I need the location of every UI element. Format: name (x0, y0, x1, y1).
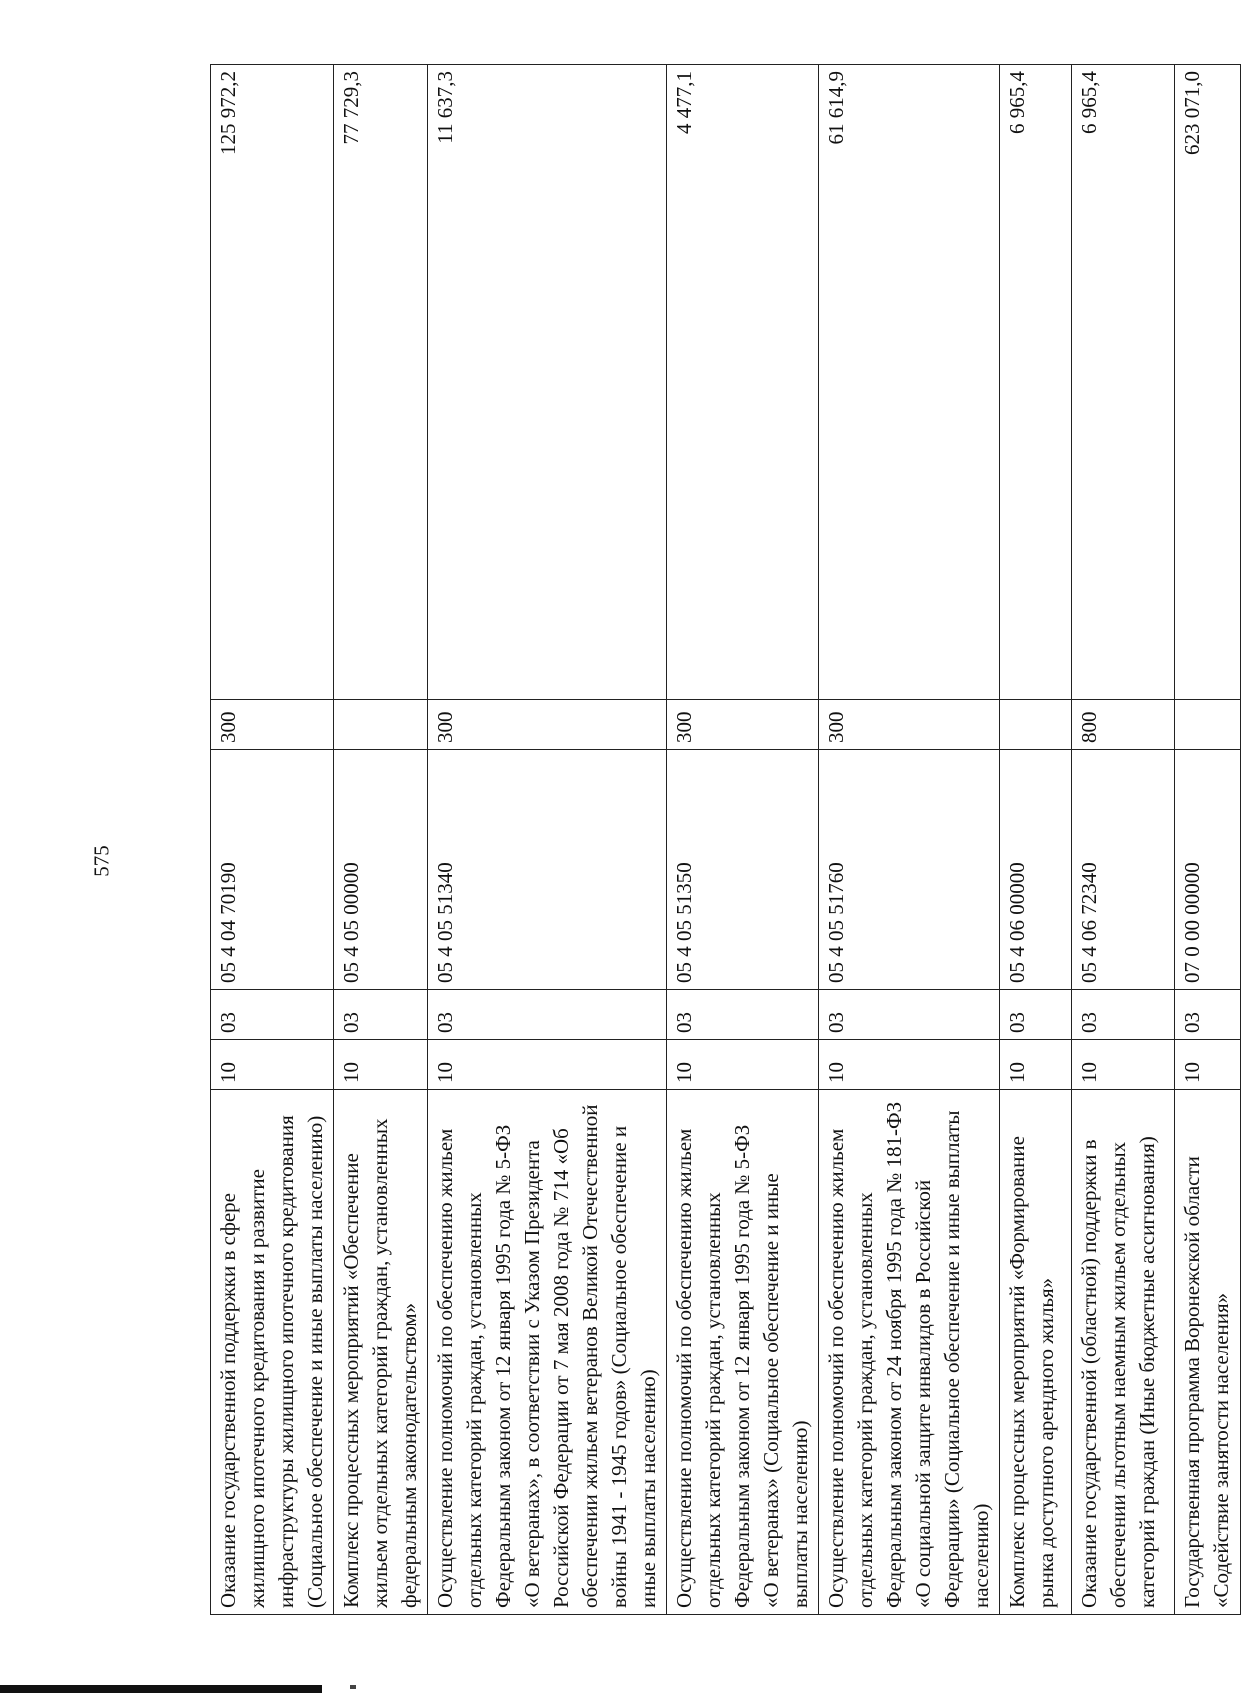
amount-cell: 4 477,1 (667, 65, 819, 700)
row-name-cell: Комплекс процессных мероприятий «Обеспечение жильем отдельных категорий граждан, установленных федеральным законодательством» (334, 1090, 428, 1615)
table-row (334, 65, 428, 1615)
rz-cell: 10 (819, 1040, 1000, 1090)
amount-cell: 61 614,9 (819, 65, 1000, 700)
amount-cell: 125 972,2 (211, 65, 334, 700)
csr-cell: 05 4 04 70190 (211, 750, 334, 990)
csr-cell: 07 0 00 00000 (1175, 750, 1241, 990)
pr-cell: 03 (1072, 990, 1175, 1040)
table-row (211, 65, 334, 1615)
pr-cell: 03 (1175, 990, 1241, 1040)
amount-cell: 623 071,0 (1175, 65, 1241, 700)
amount-cell: 6 965,4 (1000, 65, 1072, 700)
row-name-cell: Оказание государственной поддержки в сфере жилищного ипотечного кредитования и развитие инфраструктуры жилищного ипотечного кредитования (Социальное обеспечение и иные выплаты населению) (211, 1090, 334, 1615)
table-row (1175, 65, 1241, 1615)
csr-cell: 05 4 05 51340 (428, 750, 667, 990)
rz-cell: 10 (428, 1040, 667, 1090)
vr-cell (334, 700, 428, 750)
row-name-cell: Осуществление полномочий по обеспечению жильем отдельных категорий граждан, установленных Федеральным законом от 24 ноября 1995 года № 181-ФЗ «О социальной защите инвалидов в Российской Федерации» (Социальное обеспечение и иные выплаты населению) (819, 1090, 1000, 1615)
csr-cell: 05 4 05 51760 (819, 750, 1000, 990)
table-row (1072, 65, 1175, 1615)
rotated-table-container (210, 65, 1233, 1615)
page-number: 575 (89, 845, 114, 877)
csr-cell: 05 4 05 00000 (334, 750, 428, 990)
vr-cell: 300 (211, 700, 334, 750)
rz-cell: 10 (211, 1040, 334, 1090)
pr-cell: 03 (334, 990, 428, 1040)
table-row (428, 65, 667, 1615)
scan-edge-mark (0, 1685, 322, 1693)
amount-cell: 11 637,3 (428, 65, 667, 700)
vr-cell (1000, 700, 1072, 750)
vr-cell (1175, 700, 1241, 750)
row-name-cell: Государственная программа Воронежской области «Содействие занятости населения» (1175, 1090, 1241, 1615)
vr-cell: 300 (428, 700, 667, 750)
rz-cell: 10 (1175, 1040, 1241, 1090)
pr-cell: 03 (819, 990, 1000, 1040)
csr-cell: 05 4 05 51350 (667, 750, 819, 990)
table-row (667, 65, 819, 1615)
row-name-cell: Оказание государственной (областной) поддержки в обеспечении льготным наемным жильем отдельных категорий граждан (Иные бюджетные ассигнования) (1072, 1090, 1175, 1615)
pr-cell: 03 (211, 990, 334, 1040)
scan-speck (350, 1685, 356, 1689)
rz-cell: 10 (667, 1040, 819, 1090)
pr-cell: 03 (667, 990, 819, 1040)
table-row (819, 65, 1000, 1615)
csr-cell: 05 4 06 00000 (1000, 750, 1072, 990)
vr-cell: 300 (819, 700, 1000, 750)
vr-cell: 800 (1072, 700, 1175, 750)
pr-cell: 03 (1000, 990, 1072, 1040)
vr-cell: 300 (667, 700, 819, 750)
amount-cell: 77 729,3 (334, 65, 428, 700)
rz-cell: 10 (1000, 1040, 1072, 1090)
row-name-cell: Осуществление полномочий по обеспечению жильем отдельных категорий граждан, установленных Федеральным законом от 12 января 1995 года № 5-ФЗ «О ветеранах», в соответствии с Указом Президента Российской Федерации от 7 мая 2008 года № 714 «Об обеспечении жильем ветеранов Великой Отечественной войны 1941 - 1945 годов» (Социальное обеспечение и иные выплаты населению) (428, 1090, 667, 1615)
pr-cell: 03 (428, 990, 667, 1040)
csr-cell: 05 4 06 72340 (1072, 750, 1175, 990)
row-name-cell: Комплекс процессных мероприятий «Формирование рынка доступного арендного жилья» (1000, 1090, 1072, 1615)
rz-cell: 10 (1072, 1040, 1175, 1090)
rz-cell: 10 (334, 1040, 428, 1090)
table-row (1000, 65, 1072, 1615)
row-name-cell: Осуществление полномочий по обеспечению жильем отдельных категорий граждан, установленных Федеральным законом от 12 января 1995 года № 5-ФЗ «О ветеранах» (Социальное обеспечение и иные выплаты населению) (667, 1090, 819, 1615)
budget-table (210, 64, 1241, 1615)
amount-cell: 6 965,4 (1072, 65, 1175, 700)
